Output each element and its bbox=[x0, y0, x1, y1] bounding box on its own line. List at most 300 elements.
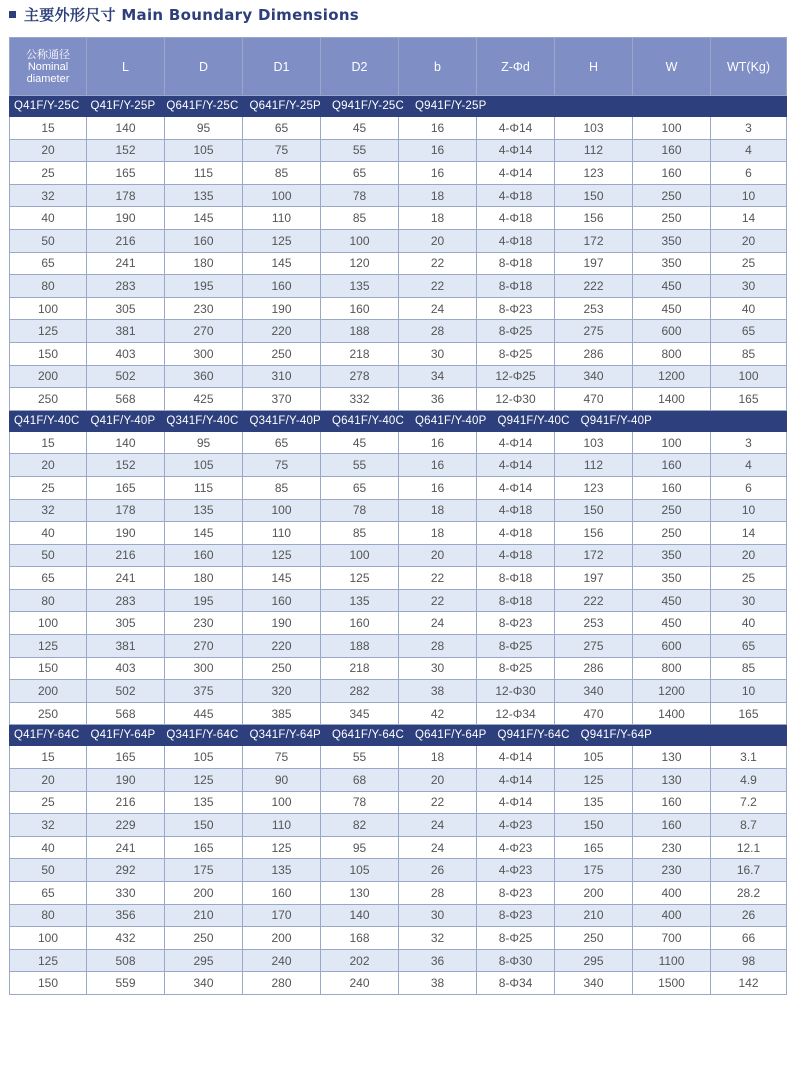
table-cell: 370 bbox=[243, 388, 321, 411]
model-code: Q41F/Y-40P bbox=[90, 414, 156, 427]
table-cell: 36 bbox=[399, 388, 477, 411]
table-cell: 25 bbox=[711, 252, 787, 275]
table-header-row bbox=[10, 38, 787, 96]
table-cell: 8-Φ25 bbox=[477, 342, 555, 365]
table-cell: 160 bbox=[633, 139, 711, 162]
table-cell: 165 bbox=[87, 746, 165, 769]
table-cell: 16 bbox=[399, 162, 477, 185]
table-cell: 103 bbox=[555, 431, 633, 454]
table-cell: 250 bbox=[633, 499, 711, 522]
table-row bbox=[10, 476, 787, 499]
table-cell: 30 bbox=[399, 657, 477, 680]
table-cell: 55 bbox=[321, 139, 399, 162]
table-cell: 40 bbox=[10, 836, 87, 859]
table-body bbox=[10, 96, 787, 995]
table-cell: 432 bbox=[87, 927, 165, 950]
table-cell: 95 bbox=[165, 431, 243, 454]
table-cell: 75 bbox=[243, 746, 321, 769]
table-cell: 66 bbox=[711, 927, 787, 950]
table-cell: 80 bbox=[10, 589, 87, 612]
model-code: Q341F/Y-40P bbox=[249, 414, 321, 427]
table-cell: 14 bbox=[711, 207, 787, 230]
table-cell: 165 bbox=[87, 162, 165, 185]
table-cell: 75 bbox=[243, 454, 321, 477]
table-cell: 160 bbox=[243, 882, 321, 905]
table-cell: 172 bbox=[555, 544, 633, 567]
table-cell: 241 bbox=[87, 567, 165, 590]
table-cell: 4-Φ14 bbox=[477, 117, 555, 140]
table-cell: 160 bbox=[321, 612, 399, 635]
table-cell: 135 bbox=[555, 791, 633, 814]
table-cell: 470 bbox=[555, 388, 633, 411]
table-cell: 100 bbox=[243, 184, 321, 207]
table-cell: 350 bbox=[633, 567, 711, 590]
table-cell: 1400 bbox=[633, 388, 711, 411]
table-cell: 165 bbox=[555, 836, 633, 859]
table-cell: 28 bbox=[399, 635, 477, 658]
table-cell: 4-Φ14 bbox=[477, 476, 555, 499]
header-d: D bbox=[165, 38, 243, 96]
table-cell: 160 bbox=[321, 297, 399, 320]
table-cell: 3 bbox=[711, 431, 787, 454]
table-cell: 160 bbox=[243, 589, 321, 612]
table-cell: 14 bbox=[711, 522, 787, 545]
table-cell: 195 bbox=[165, 589, 243, 612]
table-cell: 24 bbox=[399, 612, 477, 635]
table-cell: 332 bbox=[321, 388, 399, 411]
table-cell: 8-Φ18 bbox=[477, 567, 555, 590]
table-cell: 180 bbox=[165, 567, 243, 590]
table-cell: 8-Φ18 bbox=[477, 589, 555, 612]
table-cell: 24 bbox=[399, 814, 477, 837]
table-cell: 22 bbox=[399, 791, 477, 814]
table-cell: 36 bbox=[399, 949, 477, 972]
table-cell: 4-Φ23 bbox=[477, 814, 555, 837]
page-title-bar bbox=[9, 3, 359, 25]
table-cell: 12-Φ34 bbox=[477, 702, 555, 725]
table-cell: 295 bbox=[165, 949, 243, 972]
table-cell: 502 bbox=[87, 680, 165, 703]
title-bullet-icon bbox=[9, 11, 16, 18]
table-cell: 381 bbox=[87, 320, 165, 343]
table-cell: 340 bbox=[555, 972, 633, 995]
table-row bbox=[10, 746, 787, 769]
table-cell: 165 bbox=[87, 476, 165, 499]
table-row bbox=[10, 904, 787, 927]
table-cell: 250 bbox=[10, 702, 87, 725]
table-cell: 229 bbox=[87, 814, 165, 837]
table-cell: 568 bbox=[87, 388, 165, 411]
table-cell: 4-Φ23 bbox=[477, 859, 555, 882]
model-group-cell bbox=[10, 725, 787, 746]
table-cell: 450 bbox=[633, 589, 711, 612]
table-cell: 292 bbox=[87, 859, 165, 882]
model-code: Q941F/Y-64C bbox=[497, 729, 570, 742]
table-row bbox=[10, 657, 787, 680]
table-cell: 160 bbox=[165, 544, 243, 567]
model-group-row bbox=[10, 725, 787, 746]
table-cell: 195 bbox=[165, 275, 243, 298]
table-cell: 282 bbox=[321, 680, 399, 703]
table-cell: 1200 bbox=[633, 365, 711, 388]
model-code: Q641F/Y-25P bbox=[249, 100, 321, 112]
table-cell: 130 bbox=[633, 769, 711, 792]
table-cell: 103 bbox=[555, 117, 633, 140]
table-row bbox=[10, 499, 787, 522]
table-cell: 240 bbox=[321, 972, 399, 995]
table-row bbox=[10, 680, 787, 703]
table-cell: 350 bbox=[633, 544, 711, 567]
table-cell: 250 bbox=[633, 522, 711, 545]
table-cell: 200 bbox=[243, 927, 321, 950]
table-cell: 130 bbox=[321, 882, 399, 905]
table-cell: 508 bbox=[87, 949, 165, 972]
table-cell: 32 bbox=[10, 184, 87, 207]
table-cell: 100 bbox=[321, 229, 399, 252]
table-cell: 123 bbox=[555, 162, 633, 185]
table-cell: 4-Φ14 bbox=[477, 746, 555, 769]
table-cell: 85 bbox=[711, 342, 787, 365]
table-row bbox=[10, 972, 787, 995]
table-cell: 85 bbox=[243, 476, 321, 499]
table-cell: 65 bbox=[10, 252, 87, 275]
table-cell: 100 bbox=[10, 612, 87, 635]
table-cell: 8-Φ23 bbox=[477, 882, 555, 905]
table-cell: 222 bbox=[555, 275, 633, 298]
table-cell: 50 bbox=[10, 859, 87, 882]
table-cell: 15 bbox=[10, 746, 87, 769]
table-cell: 4-Φ14 bbox=[477, 139, 555, 162]
table-row bbox=[10, 320, 787, 343]
table-cell: 210 bbox=[165, 904, 243, 927]
table-cell: 26 bbox=[711, 904, 787, 927]
table-cell: 559 bbox=[87, 972, 165, 995]
table-cell: 68 bbox=[321, 769, 399, 792]
table-cell: 25 bbox=[711, 567, 787, 590]
table-cell: 120 bbox=[321, 252, 399, 275]
table-row bbox=[10, 275, 787, 298]
table-cell: 150 bbox=[555, 184, 633, 207]
table-row bbox=[10, 252, 787, 275]
table-row bbox=[10, 836, 787, 859]
table-cell: 22 bbox=[399, 252, 477, 275]
table-cell: 450 bbox=[633, 275, 711, 298]
table-cell: 135 bbox=[321, 275, 399, 298]
table-cell: 4-Φ18 bbox=[477, 544, 555, 567]
model-code: Q941F/Y-64P bbox=[580, 729, 653, 742]
table-cell: 15 bbox=[10, 117, 87, 140]
table-cell: 15 bbox=[10, 431, 87, 454]
table-cell: 172 bbox=[555, 229, 633, 252]
model-group-cell bbox=[10, 96, 787, 117]
table-cell: 320 bbox=[243, 680, 321, 703]
table-cell: 32 bbox=[399, 927, 477, 950]
table-cell: 152 bbox=[87, 454, 165, 477]
table-cell: 20 bbox=[711, 544, 787, 567]
table-cell: 8.7 bbox=[711, 814, 787, 837]
model-code: Q641F/Y-64P bbox=[415, 729, 487, 742]
table-cell: 250 bbox=[243, 657, 321, 680]
table-cell: 330 bbox=[87, 882, 165, 905]
table-cell: 4-Φ18 bbox=[477, 229, 555, 252]
table-cell: 230 bbox=[165, 612, 243, 635]
table-cell: 24 bbox=[399, 836, 477, 859]
table-cell: 20 bbox=[399, 544, 477, 567]
table-cell: 100 bbox=[243, 791, 321, 814]
table-cell: 305 bbox=[87, 297, 165, 320]
table-cell: 178 bbox=[87, 499, 165, 522]
table-cell: 700 bbox=[633, 927, 711, 950]
table-cell: 1500 bbox=[633, 972, 711, 995]
table-cell: 356 bbox=[87, 904, 165, 927]
table-cell: 188 bbox=[321, 635, 399, 658]
table-cell: 40 bbox=[711, 612, 787, 635]
table-cell: 100 bbox=[10, 297, 87, 320]
table-cell: 25 bbox=[10, 791, 87, 814]
table-cell: 40 bbox=[10, 207, 87, 230]
table-cell: 10 bbox=[711, 184, 787, 207]
table-cell: 125 bbox=[165, 769, 243, 792]
header-weight: WT(Kg) bbox=[711, 38, 787, 96]
table-cell: 85 bbox=[321, 522, 399, 545]
table-cell: 145 bbox=[243, 252, 321, 275]
table-cell: 200 bbox=[165, 882, 243, 905]
table-cell: 110 bbox=[243, 814, 321, 837]
table-cell: 18 bbox=[399, 522, 477, 545]
table-cell: 100 bbox=[711, 365, 787, 388]
table-cell: 160 bbox=[243, 275, 321, 298]
table-cell: 4 bbox=[711, 139, 787, 162]
table-cell: 105 bbox=[321, 859, 399, 882]
table-cell: 403 bbox=[87, 657, 165, 680]
table-cell: 241 bbox=[87, 252, 165, 275]
table-cell: 381 bbox=[87, 635, 165, 658]
table-cell: 350 bbox=[633, 252, 711, 275]
table-cell: 30 bbox=[399, 342, 477, 365]
table-cell: 25 bbox=[10, 162, 87, 185]
table-cell: 135 bbox=[321, 589, 399, 612]
table-cell: 360 bbox=[165, 365, 243, 388]
table-cell: 65 bbox=[321, 162, 399, 185]
table-cell: 34 bbox=[399, 365, 477, 388]
table-row bbox=[10, 229, 787, 252]
table-cell: 130 bbox=[633, 746, 711, 769]
table-cell: 18 bbox=[399, 207, 477, 230]
table-cell: 115 bbox=[165, 162, 243, 185]
table-cell: 250 bbox=[555, 927, 633, 950]
table-cell: 45 bbox=[321, 117, 399, 140]
table-cell: 210 bbox=[555, 904, 633, 927]
table-cell: 8-Φ23 bbox=[477, 297, 555, 320]
table-cell: 26 bbox=[399, 859, 477, 882]
table-cell: 16 bbox=[399, 476, 477, 499]
table-cell: 18 bbox=[399, 499, 477, 522]
table-cell: 197 bbox=[555, 567, 633, 590]
table-row bbox=[10, 544, 787, 567]
table-cell: 8-Φ23 bbox=[477, 612, 555, 635]
model-code: Q41F/Y-25P bbox=[90, 100, 156, 112]
table-cell: 150 bbox=[10, 342, 87, 365]
table-cell: 78 bbox=[321, 499, 399, 522]
model-code: Q41F/Y-25C bbox=[14, 100, 80, 112]
table-cell: 200 bbox=[555, 882, 633, 905]
table-cell: 175 bbox=[555, 859, 633, 882]
table-cell: 152 bbox=[87, 139, 165, 162]
header-d1: D1 bbox=[243, 38, 321, 96]
table-cell: 230 bbox=[633, 859, 711, 882]
table-cell: 4-Φ14 bbox=[477, 769, 555, 792]
table-cell: 20 bbox=[399, 769, 477, 792]
table-cell: 4-Φ18 bbox=[477, 207, 555, 230]
table-cell: 8-Φ25 bbox=[477, 927, 555, 950]
table-cell: 241 bbox=[87, 836, 165, 859]
table-cell: 275 bbox=[555, 635, 633, 658]
table-cell: 283 bbox=[87, 589, 165, 612]
table-row bbox=[10, 117, 787, 140]
table-cell: 275 bbox=[555, 320, 633, 343]
table-cell: 25 bbox=[10, 476, 87, 499]
table-cell: 300 bbox=[165, 342, 243, 365]
header-l: L bbox=[87, 38, 165, 96]
table-cell: 340 bbox=[165, 972, 243, 995]
table-cell: 230 bbox=[633, 836, 711, 859]
table-cell: 400 bbox=[633, 904, 711, 927]
table-cell: 218 bbox=[321, 657, 399, 680]
table-cell: 115 bbox=[165, 476, 243, 499]
table-cell: 8-Φ30 bbox=[477, 949, 555, 972]
table-cell: 8-Φ18 bbox=[477, 275, 555, 298]
table-cell: 22 bbox=[399, 567, 477, 590]
table-cell: 1100 bbox=[633, 949, 711, 972]
table-cell: 12-Φ25 bbox=[477, 365, 555, 388]
table-cell: 123 bbox=[555, 476, 633, 499]
table-cell: 16 bbox=[399, 117, 477, 140]
table-cell: 40 bbox=[10, 522, 87, 545]
table-cell: 30 bbox=[711, 275, 787, 298]
dimensions-table bbox=[9, 37, 787, 995]
table-cell: 22 bbox=[399, 589, 477, 612]
table-cell: 78 bbox=[321, 184, 399, 207]
table-cell: 30 bbox=[399, 904, 477, 927]
table-cell: 7.2 bbox=[711, 791, 787, 814]
table-cell: 220 bbox=[243, 635, 321, 658]
table-cell: 65 bbox=[10, 882, 87, 905]
table-row bbox=[10, 882, 787, 905]
table-cell: 28.2 bbox=[711, 882, 787, 905]
table-row bbox=[10, 635, 787, 658]
table-cell: 253 bbox=[555, 297, 633, 320]
table-cell: 168 bbox=[321, 927, 399, 950]
table-cell: 230 bbox=[165, 297, 243, 320]
table-cell: 32 bbox=[10, 814, 87, 837]
table-cell: 3 bbox=[711, 117, 787, 140]
table-cell: 400 bbox=[633, 882, 711, 905]
table-cell: 160 bbox=[633, 791, 711, 814]
table-cell: 197 bbox=[555, 252, 633, 275]
table-cell: 165 bbox=[711, 702, 787, 725]
table-cell: 10 bbox=[711, 680, 787, 703]
table-cell: 28 bbox=[399, 320, 477, 343]
table-cell: 165 bbox=[165, 836, 243, 859]
table-cell: 105 bbox=[165, 746, 243, 769]
table-cell: 18 bbox=[399, 746, 477, 769]
table-row bbox=[10, 522, 787, 545]
table-row bbox=[10, 567, 787, 590]
table-cell: 280 bbox=[243, 972, 321, 995]
table-cell: 125 bbox=[243, 229, 321, 252]
table-cell: 160 bbox=[633, 454, 711, 477]
table-cell: 100 bbox=[321, 544, 399, 567]
table-row bbox=[10, 162, 787, 185]
table-cell: 190 bbox=[87, 522, 165, 545]
table-cell: 28 bbox=[399, 882, 477, 905]
table-cell: 283 bbox=[87, 275, 165, 298]
model-code: Q341F/Y-64P bbox=[249, 729, 321, 742]
table-cell: 135 bbox=[165, 499, 243, 522]
header-nominal-diameter: 公称通径 Nominal diameter bbox=[10, 38, 87, 96]
table-cell: 800 bbox=[633, 342, 711, 365]
table-cell: 95 bbox=[321, 836, 399, 859]
table-cell: 600 bbox=[633, 635, 711, 658]
header-b: b bbox=[399, 38, 477, 96]
table-cell: 125 bbox=[10, 635, 87, 658]
header-h: H bbox=[555, 38, 633, 96]
table-cell: 8-Φ25 bbox=[477, 635, 555, 658]
table-cell: 156 bbox=[555, 522, 633, 545]
table-cell: 105 bbox=[165, 454, 243, 477]
header-z-phi-d: Z-Φd bbox=[477, 38, 555, 96]
table-cell: 250 bbox=[633, 184, 711, 207]
table-cell: 190 bbox=[243, 297, 321, 320]
table-cell: 80 bbox=[10, 904, 87, 927]
table-cell: 170 bbox=[243, 904, 321, 927]
table-cell: 240 bbox=[243, 949, 321, 972]
table-cell: 202 bbox=[321, 949, 399, 972]
table-cell: 250 bbox=[243, 342, 321, 365]
table-row bbox=[10, 365, 787, 388]
table-cell: 82 bbox=[321, 814, 399, 837]
table-cell: 145 bbox=[165, 207, 243, 230]
table-cell: 156 bbox=[555, 207, 633, 230]
table-cell: 295 bbox=[555, 949, 633, 972]
table-cell: 125 bbox=[10, 949, 87, 972]
table-cell: 65 bbox=[243, 431, 321, 454]
model-code: Q41F/Y-64C bbox=[14, 729, 80, 742]
table-cell: 140 bbox=[321, 904, 399, 927]
table-cell: 100 bbox=[633, 117, 711, 140]
table-cell: 145 bbox=[243, 567, 321, 590]
table-cell: 150 bbox=[555, 499, 633, 522]
table-cell: 100 bbox=[10, 927, 87, 950]
model-code: Q341F/Y-64C bbox=[166, 729, 239, 742]
table-row bbox=[10, 454, 787, 477]
table-cell: 8-Φ18 bbox=[477, 252, 555, 275]
table-cell: 105 bbox=[555, 746, 633, 769]
table-cell: 188 bbox=[321, 320, 399, 343]
table-cell: 250 bbox=[633, 207, 711, 230]
table-cell: 160 bbox=[633, 162, 711, 185]
table-cell: 142 bbox=[711, 972, 787, 995]
table-cell: 4-Φ18 bbox=[477, 522, 555, 545]
table-cell: 125 bbox=[321, 567, 399, 590]
model-group-row bbox=[10, 410, 787, 431]
table-cell: 110 bbox=[243, 522, 321, 545]
table-cell: 135 bbox=[165, 184, 243, 207]
table-cell: 160 bbox=[633, 476, 711, 499]
table-cell: 502 bbox=[87, 365, 165, 388]
table-cell: 600 bbox=[633, 320, 711, 343]
model-code: Q941F/Y-40C bbox=[497, 414, 570, 427]
